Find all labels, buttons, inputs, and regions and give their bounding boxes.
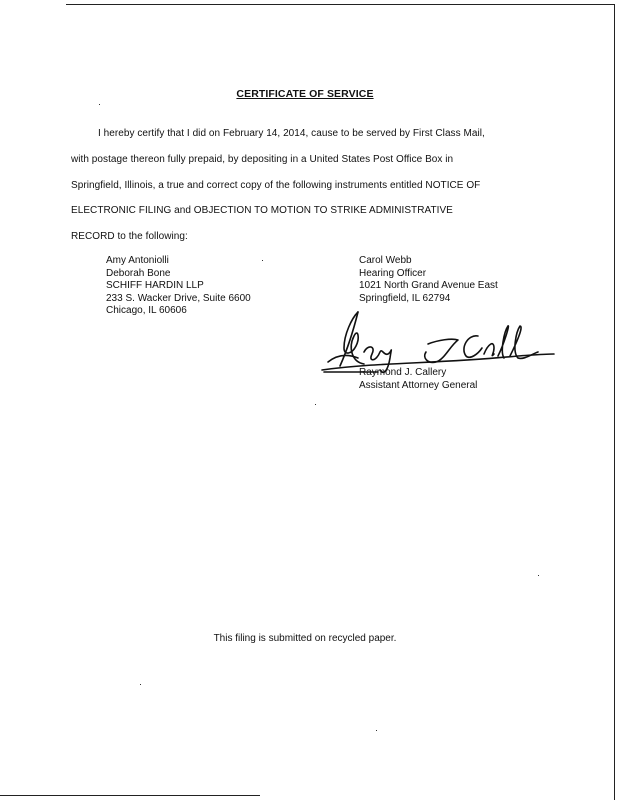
- recipient-1-line-1: Amy Antoniolli: [106, 255, 169, 266]
- recipient-address-1: [106, 255, 251, 318]
- recipient-1-line-2: Deborah Bone: [106, 267, 171, 279]
- signatory-name: Raymond J. Callery: [359, 367, 447, 378]
- recipient-2-line-1: Carol Webb: [359, 255, 412, 266]
- recipient-1-line-3: SCHIFF HARDIN LLP: [106, 280, 204, 291]
- body-line-1: I hereby certify that I did on February 14, 2014, cause to be served by First Class Mail,: [98, 128, 485, 139]
- scan-speck: [262, 260, 263, 261]
- scan-speck: [140, 684, 141, 685]
- scan-edge-bottom: [0, 795, 260, 796]
- signatory-title: Assistant Attorney General: [359, 379, 478, 391]
- scan-speck: [376, 730, 377, 731]
- scan-edge-top: [66, 4, 615, 5]
- recipient-2-line-3: 1021 North Grand Avenue East: [359, 280, 498, 291]
- recycled-paper-notice: This filing is submitted on recycled paper.: [213, 633, 397, 644]
- scan-speck: [315, 404, 316, 405]
- body-line-5: RECORD to the following:: [71, 231, 188, 242]
- recipient-address-2: [359, 255, 498, 305]
- certificate-title: CERTIFICATE OF SERVICE: [236, 88, 374, 100]
- scan-speck: [538, 575, 539, 576]
- signatory-block: [359, 367, 477, 392]
- body-line-2: with postage thereon fully prepaid, by depositing in a United States Post Office Box in: [71, 154, 454, 165]
- recipient-1-line-5: Chicago, IL 60606: [106, 305, 187, 316]
- body-line-3: Springfield, Illinois, a true and correct copy of the following instruments entitled NOTICE OF: [71, 180, 481, 191]
- recipient-1-line-4: 233 S. Wacker Drive, Suite 6600: [106, 292, 251, 304]
- recipient-2-line-4: Springfield, IL 62794: [359, 292, 451, 304]
- body-line-4: ELECTRONIC FILING and OBJECTION TO MOTION TO STRIKE ADMINISTRATIVE: [71, 205, 453, 216]
- recipient-2-line-2: Hearing Officer: [359, 267, 427, 279]
- scan-speck: [99, 104, 100, 105]
- scan-edge-right: [614, 4, 615, 800]
